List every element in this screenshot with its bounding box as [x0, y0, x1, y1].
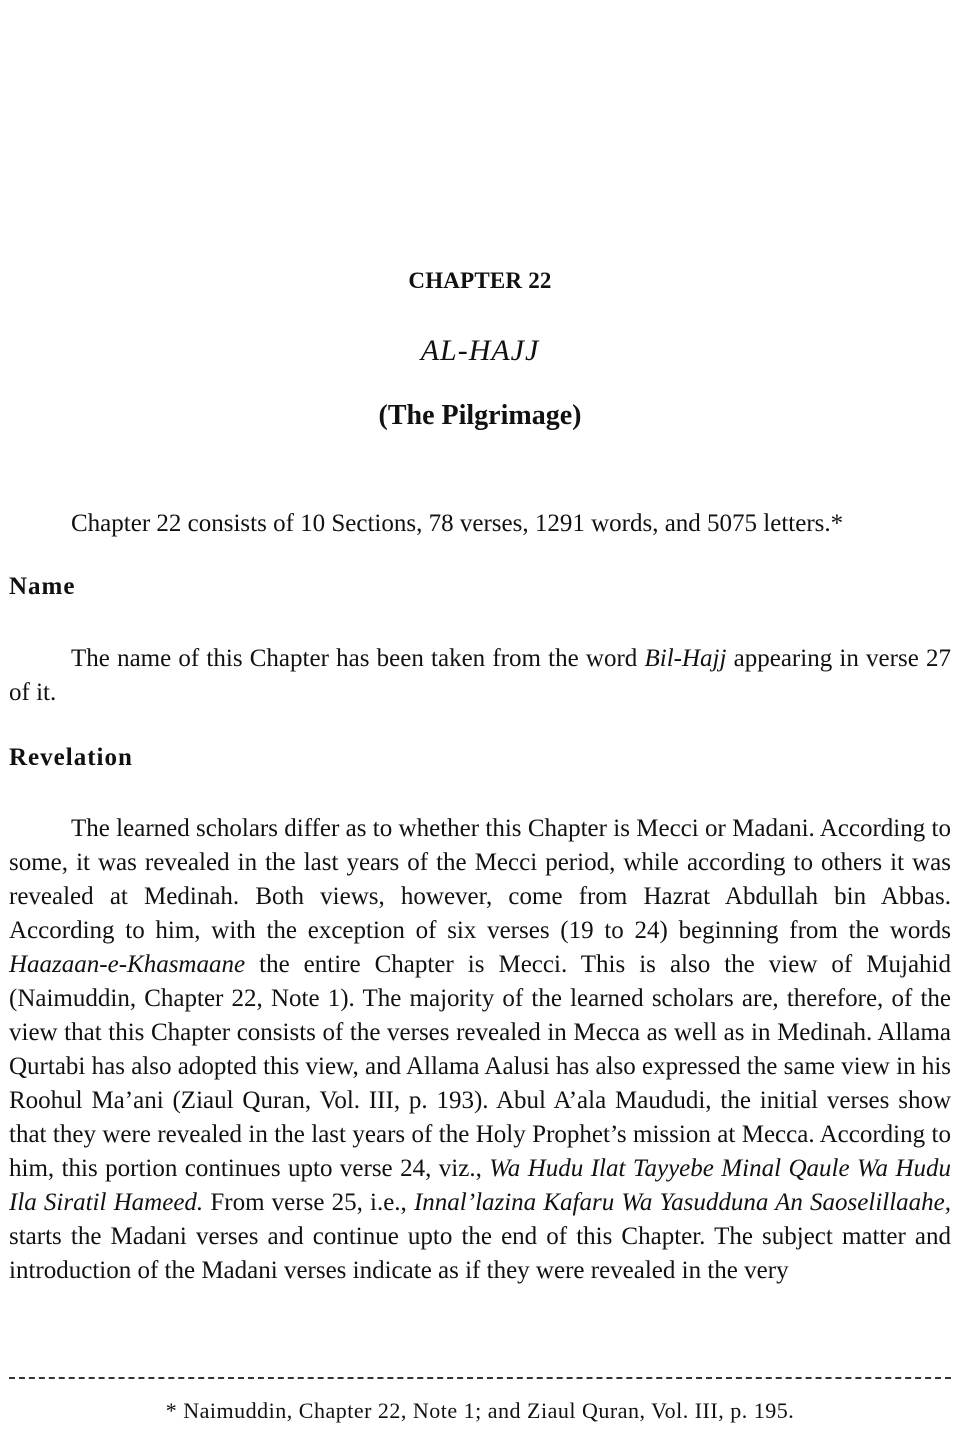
chapter-title: AL-HAJJ	[420, 334, 540, 367]
revelation-text-1: The learned scholars differ as to whether this Chapter is Mecci or Madani. According to some, it was revealed in the last years of the Mecci period, while according to others it was revealed at Medinah. Both views, however, come from Hazrat Abdullah bin Abbas. According to him, with the exception of six verses (19 to 24) beginning from the words	[9, 815, 951, 944]
name-heading: Name	[9, 573, 76, 600]
revelation-text-4: starts the Madani verses and continue upto the end of this Chapter. The subject matter and introduction of the Madani verses indicate as if they were revealed in the very	[9, 1223, 951, 1284]
revelation-italic-2: Wa Hudu Ilat Tayyebe Minal Qaule Wa Hudu Ila Siratil Hameed.	[9, 1155, 951, 1216]
revelation-text-3: From verse 25, i.e.,	[203, 1189, 414, 1216]
name-text-before: The name of this Chapter has been taken from the word	[71, 645, 645, 672]
name-paragraph	[9, 642, 951, 710]
chapter-number: CHAPTER 22	[408, 268, 552, 293]
footnote-divider	[9, 1377, 951, 1379]
chapter-summary: Chapter 22 consists of 10 Sections, 78 verses, 1291 words, and 5075 letters.*	[71, 510, 844, 537]
revelation-italic-3: Innal’lazina Kafaru Wa Yasudduna An Saoselillaahe,	[413, 1189, 951, 1216]
footnote: * Naimuddin, Chapter 22, Note 1; and Ziaul Quran, Vol. III, p. 195.	[165, 1398, 795, 1423]
name-italic-term: Bil-Hajj	[644, 645, 727, 672]
revelation-italic-1: Haazaan-e-Khasmaane	[9, 951, 246, 978]
name-text-after: appearing in verse 27 of it.	[9, 645, 951, 706]
chapter-subtitle: (The Pilgrimage)	[378, 400, 582, 431]
revelation-paragraph	[9, 812, 951, 1288]
revelation-text-2: the entire Chapter is Mecci. This is also the view of Mujahid (Naimuddin, Chapter 22, Note 1). The majority of the learned scholars are, therefore, of the view that this Chapter consists of the verses revealed in Mecca as well as in Medinah. Allama Qurtabi has also adopted this view, and Allama Aalusi has also expressed the same view in his Roohul Ma’ani (Ziaul Quran, Vol. III, p. 193). Abul A’ala Maududi, the initial verses show that they were revealed in the last years of the Holy Prophet’s mission at Mecca. According to him, this portion continues upto verse 24, viz.,	[9, 951, 951, 1182]
revelation-heading: Revelation	[9, 744, 133, 771]
